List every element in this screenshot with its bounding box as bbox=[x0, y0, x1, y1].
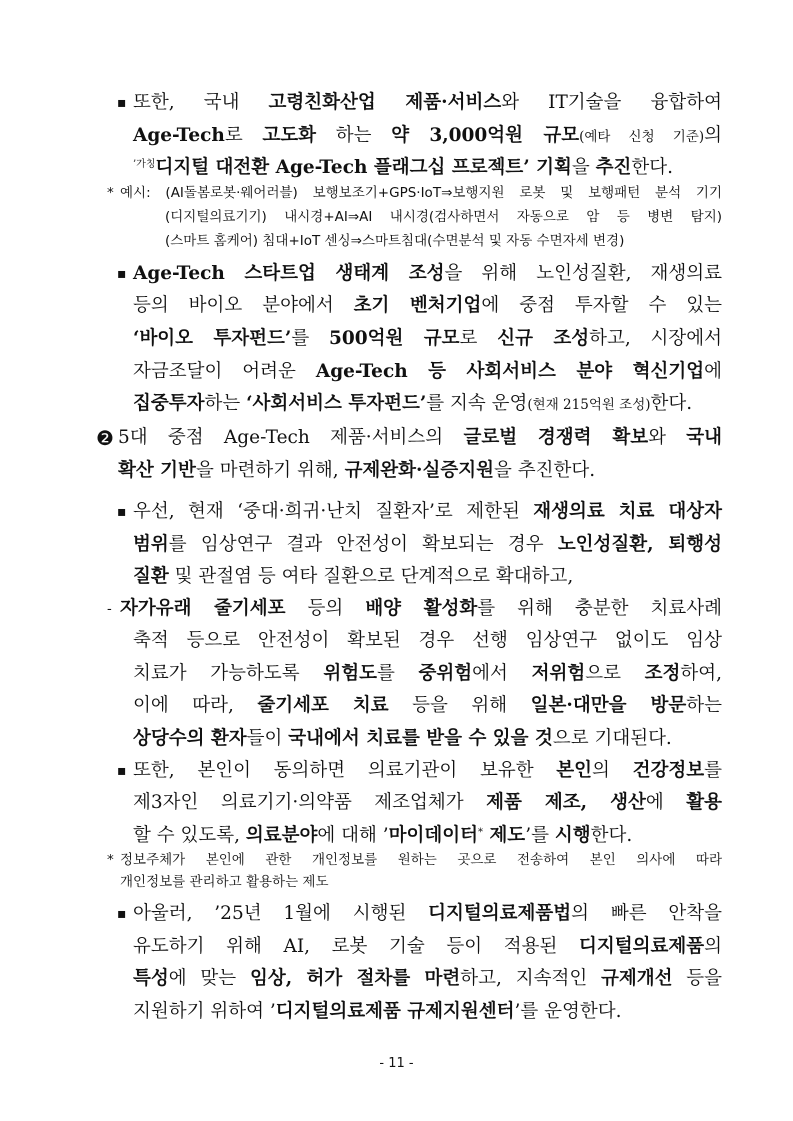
text-run: 에 중점 투자할 수 있는 bbox=[481, 295, 723, 316]
text-run: 또한, 국내 bbox=[133, 92, 269, 113]
text-line bbox=[133, 996, 722, 1028]
text-line bbox=[165, 229, 722, 253]
bold-text: 저위험 bbox=[531, 663, 586, 684]
text-run: 에 bbox=[704, 361, 722, 382]
text-run: 또한, 본인이 동의하면 의료기관이 보유한 bbox=[133, 760, 557, 781]
bold-text: 디지털 대전환 Age-Tech 플래그십 프로젝트’ 기획 bbox=[155, 157, 572, 178]
bold-text: 질환 bbox=[133, 566, 169, 587]
bold-text: 제도 bbox=[483, 825, 526, 846]
bold-text: 디지털의료제품 규제지원센터 bbox=[275, 1001, 515, 1022]
text-run: 으로 bbox=[585, 663, 645, 684]
text-run: 개인정보를 관리하고 활용하는 제도 bbox=[120, 874, 329, 890]
text-run: 로 bbox=[224, 125, 263, 146]
bold-text: 추진 bbox=[595, 157, 632, 178]
text-line bbox=[133, 963, 722, 995]
text-run: 하는 bbox=[686, 695, 722, 716]
text-run: 으로 기대된다. bbox=[552, 728, 672, 749]
footnote-marker: * bbox=[107, 852, 114, 868]
text-line bbox=[133, 931, 722, 963]
bold-text: 디지털의료제품 bbox=[579, 936, 705, 957]
text-run: 제3자인 의료기기·의약품 제조업체가 bbox=[133, 792, 487, 813]
text-run: 을 추진한다. bbox=[493, 460, 596, 481]
bold-text: 초기 벤처기업 bbox=[353, 295, 482, 316]
text-run: 를 지속 운영 bbox=[426, 393, 528, 414]
bold-text: 위험도 bbox=[323, 663, 377, 684]
bullet-marker: ▪ bbox=[117, 906, 127, 922]
text-run: (예타 신청 기준) bbox=[579, 129, 705, 145]
text-run: 이에 따라, bbox=[133, 695, 258, 716]
bold-text: 활용 bbox=[686, 792, 722, 813]
bold-text: 국내에서 치료를 받을 수 있을 것 bbox=[288, 728, 553, 749]
bold-text: 약 3,000억원 규모 bbox=[391, 125, 580, 146]
superscript-text: ’가칭 bbox=[133, 159, 156, 170]
bold-text: 시행 bbox=[554, 825, 591, 846]
text-run: 를 임상연구 결과 안전성이 확보되는 경우 bbox=[168, 534, 558, 555]
text-line bbox=[133, 152, 722, 184]
text-run: (현재 215억원 조성) bbox=[527, 397, 651, 413]
bold-text: 500억원 규모 bbox=[329, 328, 460, 349]
text-line bbox=[133, 290, 722, 322]
text-run: 등을 위해 bbox=[388, 695, 531, 716]
text-run: 를 bbox=[704, 760, 722, 781]
text-line bbox=[133, 496, 722, 528]
text-run: 등을 bbox=[672, 968, 723, 989]
text-line bbox=[118, 455, 722, 487]
text-run: 축적 등으로 안전성이 확보된 경우 선행 임상연구 없이도 임상 bbox=[133, 630, 722, 651]
bold-text: 범위 bbox=[133, 534, 169, 555]
text-line bbox=[133, 529, 722, 561]
text-run: 정보주체가 본인에 관한 개인정보를 원하는 곳으로 전송하여 본인 의사에 따라 bbox=[120, 852, 722, 868]
bold-text: 글로벌 경쟁력 확보 bbox=[463, 427, 649, 448]
text-run: 및 관절염 등 여타 질환으로 단계적으로 확대하고, bbox=[168, 566, 574, 587]
text-run: 등의 바이오 분야에서 bbox=[133, 295, 354, 316]
text-run: 한다. bbox=[631, 157, 674, 178]
bold-text: 노인성질환, 퇴행성 bbox=[557, 534, 722, 555]
text-line bbox=[133, 898, 722, 930]
text-run: 의 빠른 안착을 bbox=[571, 903, 722, 924]
text-run: 지원하기 위하여 ’ bbox=[133, 1001, 276, 1022]
text-line bbox=[133, 723, 722, 755]
text-run: 하고, 지속적인 bbox=[460, 968, 601, 989]
bold-text: 신규 조성 bbox=[497, 328, 590, 349]
bold-text: 일본·대만을 방문 bbox=[530, 695, 687, 716]
text-run: 에 맞는 bbox=[168, 968, 250, 989]
text-run: 의 bbox=[704, 936, 722, 957]
text-line bbox=[133, 625, 722, 657]
text-run: 등의 bbox=[285, 598, 366, 619]
bullet-marker: ▪ bbox=[117, 266, 127, 282]
text-run: (디지털의료기기) 내시경+AI⇒AI 내시경(검사하면서 자동으로 암 등 병변 탐지) bbox=[165, 209, 722, 225]
text-run: 을 마련하기 위해, bbox=[195, 460, 345, 481]
bold-text: 마이데이터 bbox=[388, 825, 478, 846]
bold-text: 집중투자 bbox=[133, 393, 205, 414]
bold-text: 디지털의료제품법 bbox=[428, 903, 572, 924]
bold-text: 건강정보 bbox=[632, 760, 705, 781]
text-run: 를 bbox=[376, 663, 419, 684]
text-line bbox=[133, 388, 722, 420]
text-run: 와 IT기술을 융합하여 bbox=[501, 92, 722, 113]
text-run: 에 bbox=[645, 792, 687, 813]
text-run: 할 수 있도록, bbox=[133, 825, 246, 846]
text-line bbox=[133, 258, 722, 290]
text-run: 우선, 현재 ‘중대·희귀·난치 질환자’로 제한된 bbox=[133, 501, 534, 522]
bold-text: 조정 bbox=[644, 663, 681, 684]
bullet-marker: ▪ bbox=[117, 763, 127, 779]
text-run: 유도하기 위해 AI, 로봇 기술 등이 적용된 bbox=[133, 936, 580, 957]
text-run: 한다. bbox=[650, 393, 693, 414]
text-line bbox=[133, 87, 722, 119]
bold-text: 상당수의 환자 bbox=[133, 728, 247, 749]
text-line bbox=[133, 323, 722, 355]
bold-text: Age-Tech 등 사회서비스 분야 혁신기업 bbox=[315, 361, 705, 382]
text-line bbox=[120, 181, 722, 205]
text-line bbox=[120, 870, 722, 894]
text-line bbox=[120, 848, 722, 872]
bold-text: 줄기세포 치료 bbox=[257, 695, 389, 716]
text-line bbox=[118, 422, 722, 454]
bold-text: Age-Tech 스타트업 생태계 조성 bbox=[133, 263, 445, 284]
text-run: 의 bbox=[592, 760, 633, 781]
bold-text: 배양 활성화 bbox=[365, 598, 478, 619]
text-run: 예시: (AI돌봄로봇·웨어러블) 보행보조기+GPS·IoT⇒보행지원 로봇 및 보행패턴 분석 기기 bbox=[120, 185, 722, 201]
bold-text: 자가유래 줄기세포 bbox=[120, 598, 286, 619]
bold-text: 규제개선 bbox=[601, 968, 673, 989]
bold-text: 국내 bbox=[686, 427, 722, 448]
text-run: 하고, 시장에서 bbox=[589, 328, 722, 349]
bold-text: 재생의료 치료 대상자 bbox=[533, 501, 722, 522]
text-line bbox=[133, 120, 722, 152]
text-line bbox=[133, 755, 722, 787]
text-line bbox=[133, 356, 722, 388]
text-run: 를 bbox=[291, 328, 330, 349]
number-2-icon: ❷ bbox=[96, 426, 114, 450]
bullet-marker: ▪ bbox=[117, 95, 127, 111]
text-run: ’를 bbox=[525, 825, 555, 846]
text-run: 아울러, ’25년 1월에 시행된 bbox=[133, 903, 429, 924]
text-line bbox=[133, 690, 722, 722]
text-run: 와 bbox=[648, 427, 687, 448]
bold-text: ‘사회서비스 투자펀드’ bbox=[246, 393, 427, 414]
bold-text: 제품 제조, 생산 bbox=[486, 792, 646, 813]
text-line bbox=[133, 658, 722, 690]
bold-text: 의료분야 bbox=[245, 825, 318, 846]
text-run: 하는 bbox=[204, 393, 247, 414]
text-run: 5대 중점 Age-Tech 제품·서비스의 bbox=[118, 427, 464, 448]
bold-text: 확산 기반 bbox=[118, 460, 196, 481]
text-run: (스마트 홈케어) 침대+IoT 센싱⇒스마트침대(수면분석 및 자동 수면자세 변경) bbox=[165, 233, 625, 249]
page-number: - 11 - bbox=[379, 1056, 414, 1071]
text-run: 에서 bbox=[472, 663, 532, 684]
text-line bbox=[120, 593, 722, 625]
text-run: 치료가 가능하도록 bbox=[133, 663, 324, 684]
bold-text: 특성 bbox=[133, 968, 169, 989]
dash-marker: - bbox=[107, 601, 112, 617]
bullet-marker: ▪ bbox=[117, 504, 127, 520]
bold-text: Age-Tech bbox=[133, 125, 225, 146]
bold-text: 고령친화산업 제품·서비스 bbox=[268, 92, 502, 113]
text-run: 의 bbox=[704, 125, 722, 146]
text-run: ’를 운영한다. bbox=[514, 1001, 622, 1022]
text-run: 하는 bbox=[316, 125, 392, 146]
bold-text: 본인 bbox=[556, 760, 593, 781]
text-run: 들이 bbox=[246, 728, 289, 749]
text-run: 을 bbox=[571, 157, 596, 178]
text-run: 에 대해 ’ bbox=[317, 825, 389, 846]
text-run: 자금조달이 어려운 bbox=[133, 361, 316, 382]
text-run: 로 bbox=[459, 328, 498, 349]
text-run: 한다. bbox=[590, 825, 633, 846]
text-run: 을 위해 노인성질환, 재생의료 bbox=[444, 263, 722, 284]
text-line bbox=[165, 205, 722, 229]
bold-text: 중위험 bbox=[418, 663, 473, 684]
bold-text: ‘바이오 투자펀드’ bbox=[133, 328, 292, 349]
superscript-text: * bbox=[478, 827, 483, 838]
bold-text: 고도화 bbox=[262, 125, 317, 146]
footnote-marker: * bbox=[107, 185, 114, 201]
text-line bbox=[133, 561, 722, 593]
text-line bbox=[133, 787, 722, 819]
bold-text: 규제완화·실증지원 bbox=[344, 460, 494, 481]
text-run: 를 위해 충분한 치료사례 bbox=[477, 598, 722, 619]
text-run: 하여, bbox=[680, 663, 723, 684]
bold-text: 임상, 허가 절차를 마련 bbox=[249, 968, 461, 989]
